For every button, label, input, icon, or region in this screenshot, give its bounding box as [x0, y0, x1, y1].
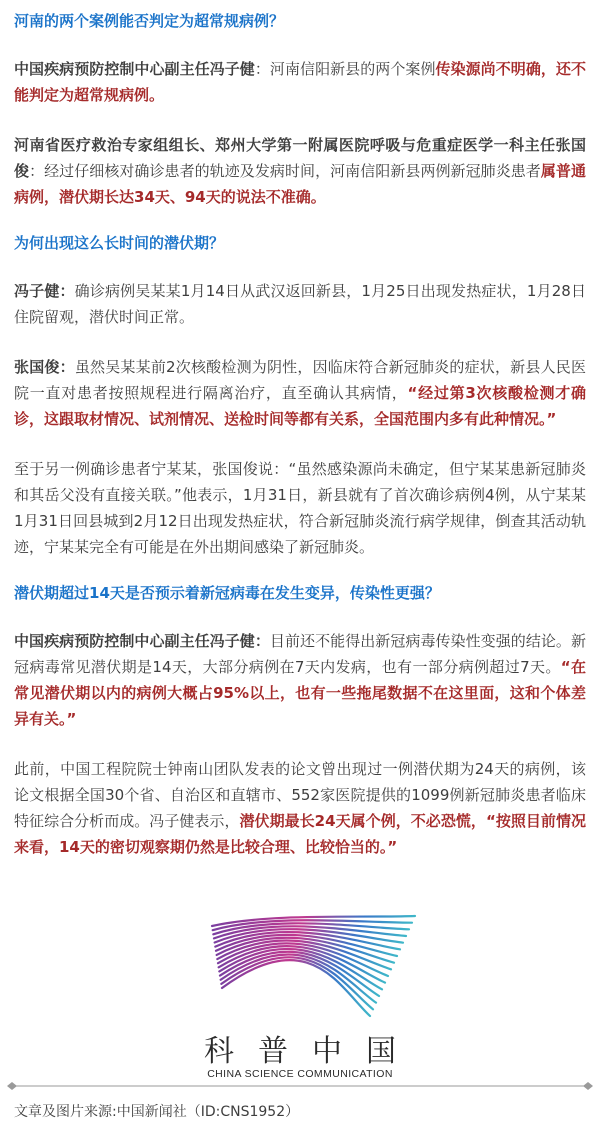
highlight-quote: “按照目前情况来看，14天的密切观察期仍然是比较合理、比较恰当的。” [14, 812, 586, 856]
section-divider [6, 1080, 594, 1092]
speaker-label: 冯子健： [14, 282, 75, 300]
section-heading-2: 为何出现这么长时间的潜伏期？ [14, 234, 225, 252]
paragraph-4 [14, 354, 586, 432]
paragraph-text: 虽然吴某某前2次核酸检测为阴性，因临床符合新冠肺炎的症状，新县人民医院一直对患者按照规程进行隔离治疗，直至确认其病情， [14, 358, 586, 402]
paragraph-text: 此前，中国工程院院士钟南山团队发表的论文曾出现过一例潜伏期为24天的病例，该论文根据全国30个省、自治区和直辖市、552家医院提供的1099例新冠肺炎患者临床特征综合分析而成。冯子健表示， [14, 760, 586, 830]
highlight-quote: “在常见潜伏期以内的病例大概占95%以上，也有一些拖尾数据不在这里面，这和个体差异有关。” [14, 658, 587, 728]
speaker-label: 中国疾病预防控制中心副主任冯子健 [14, 60, 255, 78]
speaker-label: 张国俊： [14, 358, 75, 376]
highlight-text: 属普通病例，潜伏期长达34天、94天的说法不准确。 [14, 162, 586, 206]
paragraph-7 [14, 756, 586, 860]
logo-ribbon-graphic [160, 908, 440, 1028]
speaker-label: 河南省医疗救治专家组组长、郑州大学第一附属医院呼吸与危重症医学一科主任张国俊 [14, 136, 586, 180]
article-body [0, 10, 600, 860]
paragraph-text: ：经过仔细核对确诊患者的轨迹及发病时间，河南信阳新县两例新冠肺炎患者 [29, 162, 541, 180]
paragraph-6 [14, 628, 586, 732]
kepu-china-logo [160, 908, 440, 1078]
paragraph-text: 至于另一例确诊患者宁某某，张国俊说：“虽然感染源尚未确定，但宁某某患新冠肺炎和其岳父没有直接关联。”他表示，1月31日，新县就有了首次确诊病例4例，从宁某某1月31日回县城到2月12日出现发热症状，符合新冠肺炎流行病学规律，倒查其活动轨迹，宁某某完全有可能是在外出期间感染了新冠肺炎。 [14, 460, 586, 556]
paragraph-2 [14, 132, 586, 210]
highlight-quote: “经过第3次核酸检测才确诊，这跟取材情况、试剂情况、送检时间等都有关系，全国范围内多有此种情况。” [14, 384, 586, 428]
logo-english-text: CHINA SCIENCE COMMUNICATION [207, 1068, 393, 1080]
paragraph-text: ：河南信阳新县的两个案例 [254, 60, 436, 78]
source-credit: 文章及图片来源:中国新闻社（ID:CNS1952） [14, 1104, 300, 1120]
speaker-label: 中国疾病预防控制中心副主任冯子健： [14, 632, 270, 650]
highlight-text: 传染源尚不明确，还不能判定为超常规病例。 [14, 60, 586, 104]
paragraph-5 [14, 456, 586, 560]
highlight-text: 潜伏期最长24天属个例，不必恐慌， [239, 812, 486, 830]
paragraph-1 [14, 56, 586, 108]
paragraph-text: 目前还不能得出新冠病毒传染性变强的结论。新冠病毒常见潜伏期是14天，大部分病例在7天内发病，也有一部分病例超过7天。 [14, 632, 586, 676]
section-heading-1: 河南的两个案例能否判定为超常规病例？ [14, 12, 285, 30]
paragraph-3 [14, 278, 586, 330]
paragraph-text: 确诊病例吴某某1月14日从武汉返回新县，1月25日出现发热症状，1月28日住院留观，潜伏时间正常。 [14, 282, 586, 326]
section-heading-3: 潜伏期超过14天是否预示着新冠病毒在发生变异，传染性更强？ [14, 584, 440, 602]
logo-chinese-text: 科普中国 [204, 1034, 420, 1069]
